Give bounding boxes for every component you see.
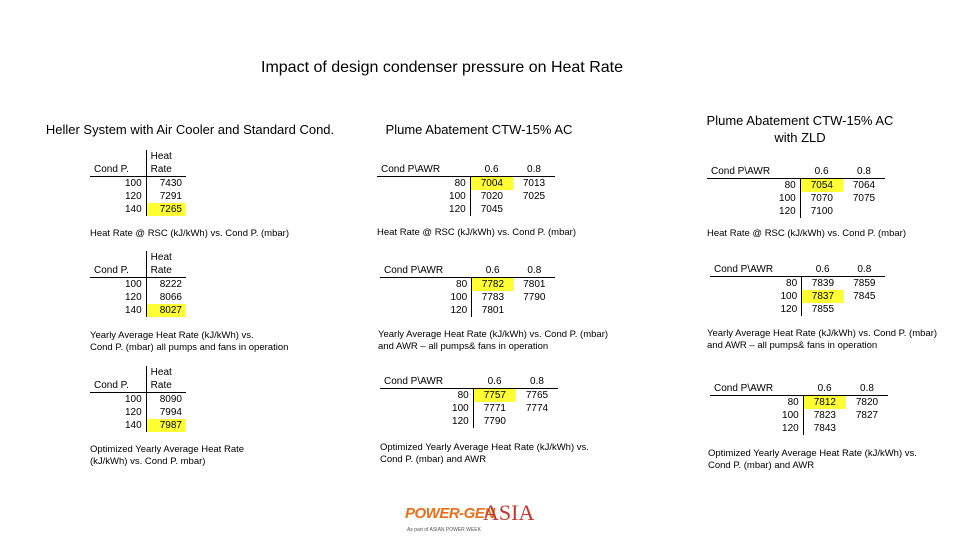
table-header-cond-awr: Cond P\AWR [380,375,473,389]
highlighted-cell: 7054 [800,179,843,193]
table-header-cond-awr: Cond P\AWR [710,263,802,277]
table-header-awr-06: 0.6 [800,165,843,179]
table-header-awr-08: 0.8 [846,382,888,396]
table-row: 100 7771 7774 [380,402,558,415]
logo-asia-text: ASIA [483,500,535,525]
table-header-awr-08: 0.8 [844,263,885,277]
column-heading-zld-line1: Plume Abatement CTW-15% AC [706,113,894,128]
power-gen-asia-logo [405,500,555,536]
table-row: 80 7004 7013 [377,177,555,191]
logo-main-text: POWER-GEN [405,505,495,522]
plume-rsc-caption: Heat Rate @ RSC (kJ/kWh) vs. Cond P. (mbar) [377,227,576,238]
heller-optimized-table [90,366,186,432]
table-row: 120 8066 [90,291,186,304]
table-header-awr-06: 0.6 [803,382,846,396]
table-row: 100 7070 7075 [707,192,885,205]
highlighted-cell: 7004 [470,177,513,191]
table-row: 140 8027 [90,304,186,317]
plume-optimized-table [380,375,558,428]
highlighted-cell: 7782 [472,278,514,292]
table-header-cond-p: Cond P. [90,366,146,393]
table-header-cond-awr: Cond P\AWR [707,165,800,179]
table-row: 120 7843 [710,422,888,435]
heller-yearly-table [90,251,186,317]
table-row: 100 7823 7827 [710,409,888,422]
heller-rsc-table [90,150,186,216]
table-header-awr-08: 0.8 [513,163,555,177]
table-row: 120 7994 [90,406,186,419]
table-row: 140 7265 [90,203,186,216]
table-header-awr-06: 0.6 [470,163,513,177]
table-row: 120 7100 [707,205,885,218]
table-header-heat-rate: Heat Rate [146,150,186,177]
table-row: 140 7987 [90,419,186,432]
zld-optimized-caption: Optimized Yearly Average Heat Rate (kJ/kWh) vs. Cond P. (mbar) and AWR [708,448,917,471]
table-row: 80 7812 7820 [710,396,888,410]
heller-yearly-caption: Yearly Average Heat Rate (kJ/kWh) vs. Cond P. (mbar) all pumps and fans in operation [90,330,289,353]
table-row: 100 7783 7790 [380,291,555,304]
column-heading-heller: Heller System with Air Cooler and Standard Cond. [45,122,335,137]
table-header-awr-08: 0.8 [843,165,885,179]
table-header-awr-08: 0.8 [514,264,555,278]
table-header-awr-06: 0.6 [802,263,844,277]
plume-optimized-caption: Optimized Yearly Average Heat Rate (kJ/kWh) vs. Cond P. (mbar) and AWR [380,442,589,465]
plume-yearly-table [380,264,555,317]
table-row: 120 7291 [90,190,186,203]
heller-optimized-caption: Optimized Yearly Average Heat Rate (kJ/kWh) vs. Cond P. mbar) [90,444,245,467]
table-row: 120 7801 [380,304,555,317]
table-row: 120 7790 [380,415,558,428]
zld-optimized-table [710,382,888,435]
table-header-cond-awr: Cond P\AWR [380,264,472,278]
logo-sub-text: As part of ASIAN POWER WEEK [407,527,481,533]
table-header-cond-awr: Cond P\AWR [377,163,470,177]
highlighted-cell: 7987 [146,419,186,432]
page-title: Impact of design condenser pressure on Heat Rate [261,59,623,76]
column-heading-zld [680,112,920,146]
table-row: 80 7839 7859 [710,277,885,291]
table-row: 80 7757 7765 [380,389,558,403]
plume-yearly-caption: Yearly Average Heat Rate (kJ/kWh) vs. Cond P. (mbar) and AWR – all pumps& fans in operation [378,329,609,352]
column-heading-zld-line2: with ZLD [774,130,826,145]
highlighted-cell: 7812 [803,396,846,410]
zld-yearly-table [710,263,885,316]
heller-rsc-caption: Heat Rate @ RSC (kJ/kWh) vs. Cond P. (mbar) [90,228,289,239]
table-header-heat-rate: Heat Rate [146,251,186,278]
table-header-awr-08: 0.8 [516,375,558,389]
table-row: 100 7837 7845 [710,290,885,303]
table-row: 100 8222 [90,278,186,292]
highlighted-cell: 8027 [146,304,186,317]
zld-rsc-caption: Heat Rate @ RSC (kJ/kWh) vs. Cond P. (mbar) [707,228,906,239]
table-row: 100 8090 [90,393,186,407]
highlighted-cell: 7757 [473,389,516,403]
table-row: 120 7855 [710,303,885,316]
table-header-awr-06: 0.6 [472,264,514,278]
highlighted-cell: 7837 [802,290,844,303]
zld-rsc-table [707,165,885,218]
table-row: 100 7430 [90,177,186,191]
table-row: 120 7045 [377,203,555,216]
table-row: 80 7054 7064 [707,179,885,193]
zld-yearly-caption: Yearly Average Heat Rate (kJ/kWh) vs. Cond P. (mbar) and AWR – all pumps& fans in operation [707,328,938,351]
table-header-awr-06: 0.6 [473,375,516,389]
table-row: 80 7782 7801 [380,278,555,292]
plume-rsc-table [377,163,555,216]
table-header-cond-awr: Cond P\AWR [710,382,803,396]
column-heading-plume: Plume Abatement CTW-15% AC [385,122,573,137]
highlighted-cell: 7265 [146,203,186,216]
table-header-cond-p: Cond P. [90,150,146,177]
table-header-cond-p: Cond P. [90,251,146,278]
table-header-heat-rate: Heat Rate [146,366,186,393]
table-row: 100 7020 7025 [377,190,555,203]
